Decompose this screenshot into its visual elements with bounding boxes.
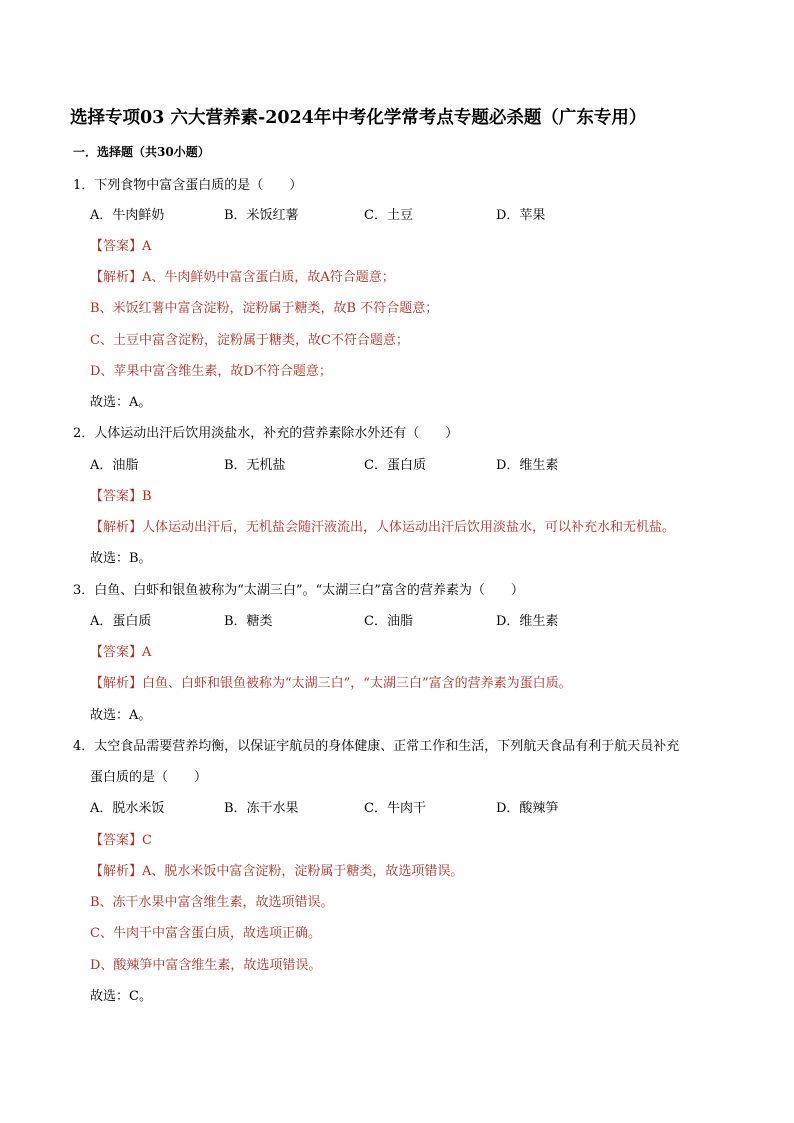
question-4-stem: 4．太空食品需要营养均衡，以保证宇航员的身体健康、正常工作和生活，下列航天食品有利于航天员补充 [73, 739, 680, 754]
question-1-stem: 1．下列食物中富含蛋白质的是（ ） [73, 178, 303, 193]
question-4-analysis-line: C、牛肉干中富含蛋白质，故选项正确。 [90, 926, 321, 941]
question-4-analysis-line: 【解析】A、脱水米饭中富含淀粉，淀粉属于糖类，故选项错误。 [90, 864, 464, 879]
question-1-analysis-line: 【解析】A、牛肉鲜奶中富含蛋白质，故A符合题意； [90, 270, 395, 285]
question-3-stem: 3．白鱼、白虾和银鱼被称为“太湖三白”。“太湖三白”富含的营养素为（ ） [73, 583, 524, 598]
question-1-option-a: A．牛肉鲜奶 [90, 208, 165, 223]
question-3-option-d: D．维生素 [496, 614, 559, 629]
question-2-answer: 【答案】B [90, 489, 152, 504]
question-2-option-b: B．无机盐 [224, 458, 286, 473]
question-1-conclusion: 故选：A。 [90, 395, 152, 410]
question-3-option-a: A．蛋白质 [90, 614, 152, 629]
question-1-analysis-line: B、米饭红薯中富含淀粉，淀粉属于糖类，故B 不符合题意； [90, 301, 439, 316]
question-1-option-c: C．土豆 [364, 208, 413, 223]
question-4-stem-continued: 蛋白质的是（ ） [90, 770, 208, 785]
question-3-analysis-line: 【解析】白鱼、白虾和银鱼被称为“太湖三白”，“太湖三白”富含的营养素为蛋白质。 [90, 676, 572, 691]
question-2-option-c: C．蛋白质 [364, 458, 426, 473]
question-3-option-c: C．油脂 [364, 614, 413, 629]
question-4-conclusion: 故选：C。 [90, 989, 152, 1004]
question-2-conclusion: 故选：B。 [90, 551, 152, 566]
question-3-option-b: B．糖类 [224, 614, 273, 629]
page-title: 选择专项03 六大营养素-2024年中考化学常考点专题必杀题（广东专用） [70, 108, 647, 128]
question-1-analysis-line: D、苹果中富含维生素，故D不符合题意； [90, 364, 332, 379]
question-1-answer: 【答案】A [90, 239, 152, 254]
question-4-analysis-line: D、酸辣笋中富含维生素，故选项错误。 [90, 958, 322, 973]
question-1-analysis-line: C、土豆中富含淀粉，淀粉属于糖类，故C不符合题意； [90, 333, 409, 348]
question-4-answer: 【答案】C [90, 833, 152, 848]
question-4-option-d: D．酸辣笋 [496, 801, 559, 816]
question-3-answer: 【答案】A [90, 645, 152, 660]
question-4-option-b: B．冻干水果 [224, 801, 299, 816]
question-4-analysis-line: B、冻干水果中富含维生素，故选项错误。 [90, 895, 334, 910]
question-4-option-c: C．牛肉干 [364, 801, 426, 816]
question-2-stem: 2．人体运动出汗后饮用淡盐水，补充的营养素除水外还有（ ） [73, 426, 459, 441]
question-1-option-b: B．米饭红薯 [224, 208, 299, 223]
question-2-analysis-line: 【解析】人体运动出汗后，无机盐会随汗液流出，人体运动出汗后饮用淡盐水，可以补充水和无机盐。 [90, 520, 676, 535]
section-heading: 一．选择题（共30小题） [73, 145, 210, 159]
question-2-option-d: D．维生素 [496, 458, 559, 473]
question-4-option-a: A．脱水米饭 [90, 801, 165, 816]
question-2-option-a: A．油脂 [90, 458, 139, 473]
question-1-option-d: D．苹果 [496, 208, 546, 223]
question-3-conclusion: 故选：A。 [90, 708, 152, 723]
